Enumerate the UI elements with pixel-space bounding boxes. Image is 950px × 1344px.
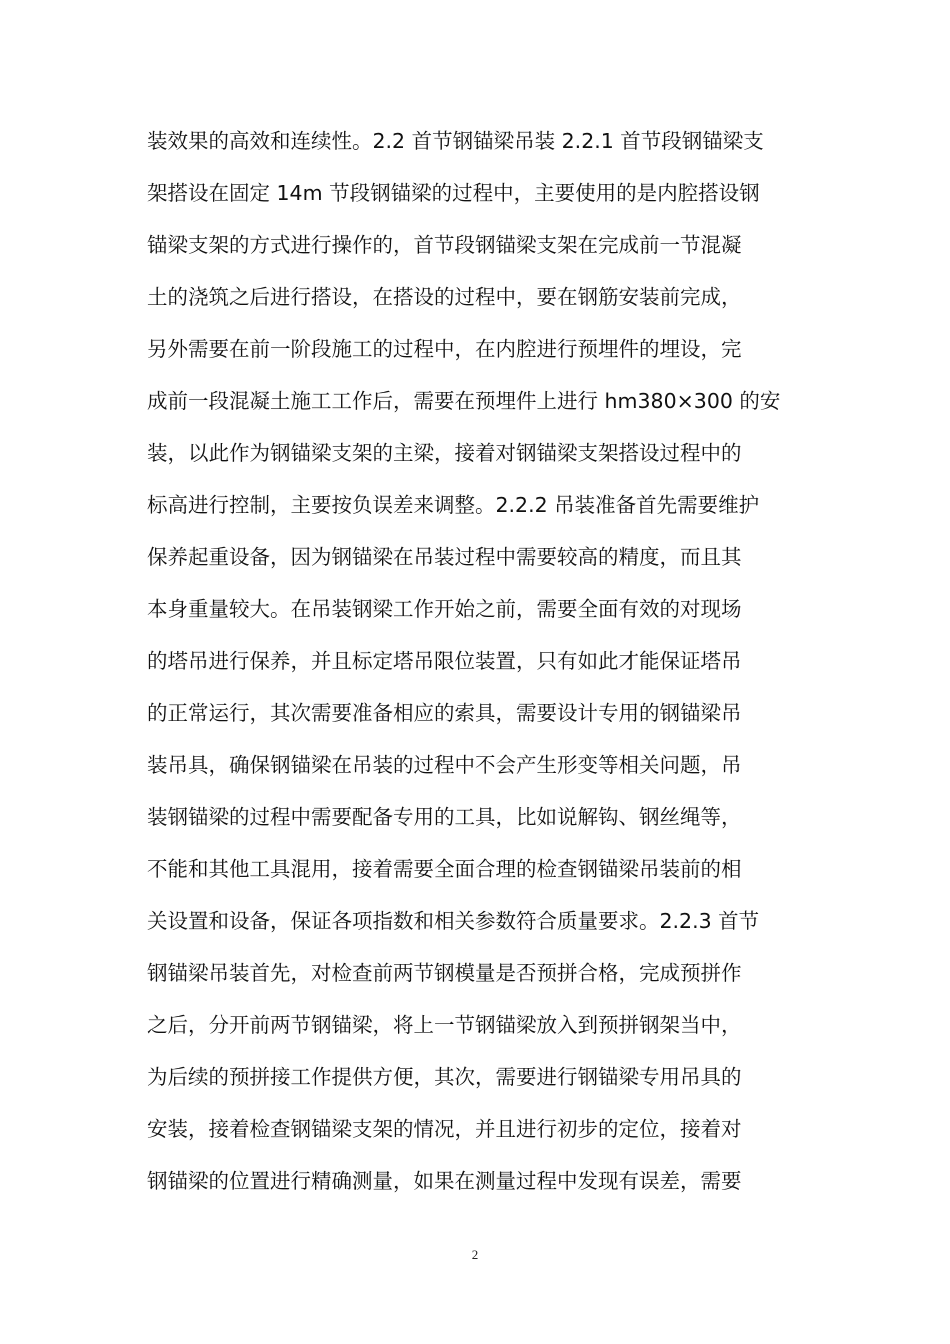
- text-line: 安装，接着检查钢锚梁支架的情况，并且进行初步的定位，接着对: [147, 1117, 742, 1141]
- text-line: 关设置和设备，保证各项指数和相关参数符合质量要求。2.2.3 首节: [147, 909, 760, 933]
- text-line: 钢锚梁的位置进行精确测量，如果在测量过程中发现有误差，需要: [147, 1169, 742, 1193]
- text-line: 成前一段混凝土施工工作后，需要在预埋件上进行 hm380×300 的安: [147, 389, 781, 413]
- page-number: 2: [471, 1247, 479, 1262]
- text-line: 装，以此作为钢锚梁支架的主梁，接着对钢锚梁支架搭设过程中的: [147, 441, 742, 465]
- text-line: 装效果的高效和连续性。2.2 首节钢锚梁吊装 2.2.1 首节段钢锚梁支: [147, 129, 764, 153]
- text-line: 之后，分开前两节钢锚梁，将上一节钢锚梁放入到预拼钢架当中，: [147, 1013, 742, 1037]
- text-line: 保养起重设备，因为钢锚梁在吊装过程中需要较高的精度，而且其: [147, 545, 742, 569]
- text-line: 本身重量较大。在吊装钢梁工作开始之前，需要全面有效的对现场: [147, 597, 742, 621]
- text-line: 不能和其他工具混用，接着需要全面合理的检查钢锚梁吊装前的相: [147, 857, 742, 881]
- text-line: 架搭设在固定 14m 节段钢锚梁的过程中，主要使用的是内腔搭设钢: [147, 181, 760, 205]
- text-line: 为后续的预拼接工作提供方便，其次，需要进行钢锚梁专用吊具的: [147, 1065, 742, 1089]
- text-line: 的塔吊进行保养，并且标定塔吊限位装置，只有如此才能保证塔吊: [147, 649, 742, 673]
- text-line: 的正常运行，其次需要准备相应的索具，需要设计专用的钢锚梁吊: [147, 701, 742, 725]
- text-line: 钢锚梁吊装首先，对检查前两节钢模量是否预拼合格，完成预拼作: [147, 961, 742, 985]
- text-line: 土的浇筑之后进行搭设，在搭设的过程中，要在钢筋安装前完成，: [147, 285, 742, 309]
- text-line: 标高进行控制，主要按负误差来调整。2.2.2 吊装准备首先需要维护: [147, 493, 760, 517]
- text-line: 装钢锚梁的过程中需要配备专用的工具，比如说解钩、钢丝绳等，: [147, 805, 742, 829]
- text-line: 另外需要在前一阶段施工的过程中，在内腔进行预埋件的埋设，完: [147, 337, 742, 361]
- body-paragraph: [147, 115, 807, 1207]
- text-line: 装吊具，确保钢锚梁在吊装的过程中不会产生形变等相关问题，吊: [147, 753, 742, 777]
- text-line: 锚梁支架的方式进行操作的，首节段钢锚梁支架在完成前一节混凝: [147, 233, 742, 257]
